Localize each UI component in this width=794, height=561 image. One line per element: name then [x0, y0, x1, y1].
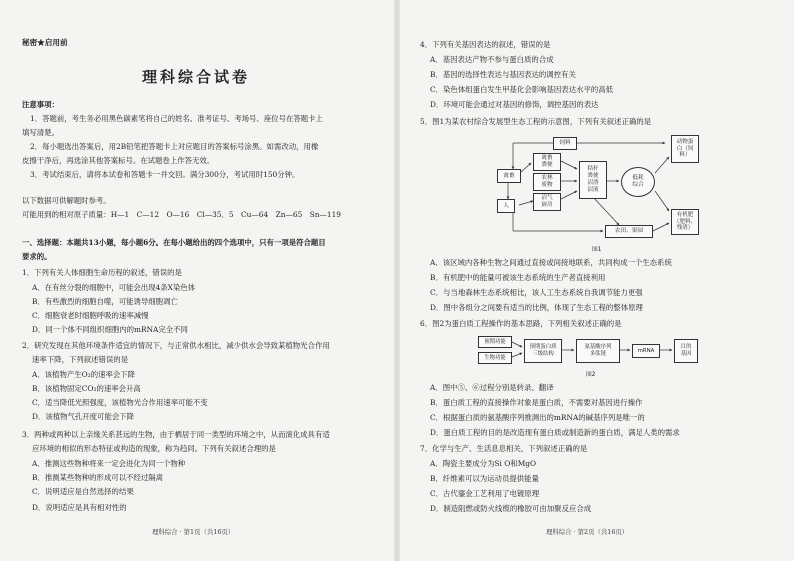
- q6-option-b: B．蛋白质工程的直接操作对象是蛋白质，不需要对基因进行操作: [430, 398, 643, 407]
- note-line: 2．每小题选出答案后，用2B铅笔把答题卡上对应题目的答案标号涂黑。如需改动，用橡: [30, 142, 319, 151]
- q7-option-a: A．陶瓷主要成分为Si O和MgO: [430, 459, 537, 468]
- q3-option-c: C．说明适应是自然选择的结果: [32, 487, 134, 496]
- notes-heading: 注意事项：: [22, 100, 59, 109]
- atomic-masses: 可能用到的相对原子质量：H—1 C—12 O—16 Cl—35．5 Cu—64 Zn—65 Sn—119: [22, 210, 342, 219]
- note-line: 皮擦干净后，再选涂其他答案标号。在试题卷上作答无效。: [22, 156, 215, 165]
- q2-stem-cont: 速率下降，下列叙述错误的是: [32, 355, 129, 364]
- page-footer-right: 理科综合 · 第2页（共16页）: [546, 528, 629, 536]
- q4-option-b: B．基因的选择性表达与基因表达的调控有关: [430, 70, 576, 79]
- q3-option-a: A．推测这些物种将来一定会进化为同一个物种: [32, 459, 186, 468]
- fig2-expected-function: 预期功能: [478, 336, 512, 348]
- q3-stem: 3．两种或两种以上亲缘关系甚远的生物，由于栖居于同一类型的环境之中，从而演化成具有适: [22, 430, 330, 439]
- q6-option-a: A．图中⑤、⑥过程分别是转录、翻译: [430, 383, 554, 392]
- q7-option-d: D．制造阻燃或防火线缆的橡胶可由加聚反应合成: [430, 504, 592, 513]
- fig1-digester: 秸秆 粪便 沼渣 沼液: [579, 161, 607, 199]
- fig2-mrna: mRNA: [632, 344, 660, 358]
- fig1-center: 低耗 综合: [621, 167, 655, 197]
- section-heading-cont: 要求的。: [22, 252, 52, 261]
- fig1-people: 人: [497, 199, 515, 213]
- q5-option-b: B．有机肥中的能量可被该生态系统的生产者直接利用: [430, 273, 606, 282]
- q5-option-a: A．该区域内各种生物之间通过直接或间接地联系，共同构成一个生态系统: [430, 258, 672, 267]
- q4-option-c: C．染色体组蛋白发生甲基化会影响基因表达水平的高低: [430, 85, 614, 94]
- fig1-crop-waste: 农林 废物: [533, 173, 561, 191]
- q4-stem: 4．下列有关基因表达的叙述，错误的是: [420, 40, 551, 49]
- figure-2-caption: 图2: [586, 372, 596, 378]
- q5-stem: 5．图1为某农村综合发展型生态工程的示意图，下列有关叙述正确的是: [420, 117, 652, 126]
- q2-option-a: A．该植物产生O₂的速率会下降: [32, 370, 136, 379]
- note-line: 填写清楚。: [22, 128, 59, 137]
- page-footer: 理科综合 · 第1页（共16页）: [152, 528, 235, 536]
- fig2-amino-acid: 氨基酸序列 多肽链: [576, 339, 620, 363]
- fig2-structure: 预期蛋白质 三级结构: [524, 339, 562, 363]
- q3-option-b: B．推测某些物种的形成可以不经过隔离: [32, 473, 164, 482]
- note-line: 1．答题前，考生务必用黑色碳素笔将自己的姓名、准考证号、考场号、座位号在答题卡上: [30, 114, 323, 123]
- fig1-livestock: 禽畜: [497, 169, 521, 183]
- fig1-product-top: 动物蛋 白（饲 料）: [671, 135, 699, 163]
- q5-option-c: C．与当地森林生态系统相比，该人工生态系统自我调节能力更强: [430, 288, 643, 297]
- data-intro: 以下数据可供解题时参考。: [22, 196, 111, 205]
- fig1-farmland: 农田、果园: [605, 225, 653, 238]
- fig1-fertilizer: 有机肥 （肥料、 残渣）: [671, 209, 699, 235]
- page-title: 理科综合试卷: [142, 68, 251, 86]
- q4-option-d: D．环境可能会通过对基因的修饰，调控基因的表达: [430, 100, 599, 109]
- fig1-feed: 饲料: [553, 137, 577, 150]
- figure-2-diagram: [476, 335, 698, 365]
- q1-stem: 1．下列有关人体细胞生命历程的叙述，错误的是: [22, 268, 182, 277]
- fig1-manure: 禽畜 粪便: [533, 153, 561, 171]
- figure-1-diagram: [493, 133, 700, 241]
- q2-stem: 2．研究发现在其他环境条件适宜的情况下，与正常供水相比，减少供水会导致某植物光合作用: [22, 341, 330, 350]
- q6-stem: 6．图2为蛋白质工程操作的基本思路，下列相关叙述正确的是: [420, 319, 622, 328]
- q7-option-c: C．古代鎏金工艺利用了电镀原理: [430, 489, 540, 498]
- q1-option-a: A．在有丝分裂的细胞中，可能会出现4条X染色体: [32, 283, 196, 292]
- q6-option-c: C．根据蛋白质的氨基酸序列推测出的mRNA的碱基序列是唯一的: [430, 413, 645, 422]
- note-line: 3．考试结束后，请将本试卷和答题卡一并交回。满分300分，考试用时150分钟。: [30, 170, 300, 179]
- q2-option-b: B．该植物固定CO₂的速率会升高: [32, 384, 141, 393]
- section-heading: 一、选择题：本题共13小题，每小题6分。在每小题给出的四个选项中，只有一项是符合题目: [22, 238, 326, 247]
- fig2-biological-function: 生物功能: [478, 352, 512, 364]
- q1-option-c: C．细胞衰老时细胞呼吸的速率减慢: [32, 311, 149, 320]
- q4-option-a: A．基因表达产物不参与蛋白质的合成: [430, 55, 554, 64]
- q7-stem: 7．化学与生产、生活息息相关，下列叙述正确的是: [420, 444, 588, 453]
- fig2-target-gene: 目的 基因: [674, 339, 698, 363]
- q1-option-d: D．同一个体不同组织细胞内的mRNA完全不同: [32, 325, 188, 334]
- q3-stem-cont: 应环境的相似的形态特征或构造的现象，称为趋同。下列有关叙述合理的是: [32, 444, 276, 453]
- q2-option-d: D．该植物气孔开度可能会下降: [32, 412, 135, 421]
- q7-option-b: B．纤维素可以为运动员提供能量: [430, 474, 539, 483]
- q1-option-b: B．有些激烈的细胞自噬，可能诱导细胞凋亡: [32, 297, 178, 306]
- q6-option-d: D．蛋白质工程的目的是改造现有蛋白质或制造新的蛋白质，满足人类的需求: [430, 428, 680, 437]
- q3-option-d: D．说明适应是具有相对性的: [32, 503, 127, 512]
- q5-option-d: D．图中各组分之间要有适当的比例，体现了生态工程的整体原理: [430, 303, 643, 312]
- secret-label: 秘密★启用前: [22, 38, 68, 47]
- q2-option-c: C．适当降低光照强度，该植物光合作用速率可能不变: [32, 398, 208, 407]
- fig1-biogas: 沼气 厨房: [533, 193, 561, 211]
- figure-1-caption: 图1: [592, 247, 602, 253]
